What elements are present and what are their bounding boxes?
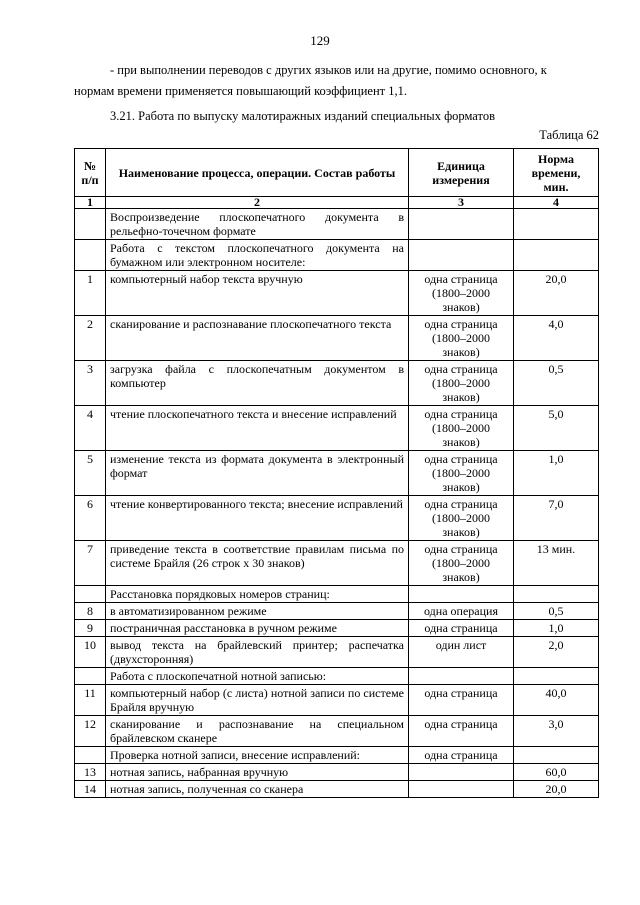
table-row [75, 240, 599, 271]
table-row [75, 406, 599, 451]
row-number: 12 [75, 716, 106, 747]
norms-table [74, 148, 599, 798]
row-number [75, 209, 106, 240]
index-cell: 3 [409, 197, 514, 209]
row-name: нотная запись, набранная вручную [106, 764, 409, 781]
row-unit [409, 240, 514, 271]
table-row [75, 586, 599, 603]
row-value [514, 747, 599, 764]
intro-line-1: - при выполнении переводов с других языков или на другие, помимо основного, к [110, 63, 547, 77]
row-number: 3 [75, 361, 106, 406]
row-name: приведение текста в соответствие правилам письма по системе Брайля (26 строк х 30 знаков) [106, 541, 409, 586]
row-name: загрузка файла с плоскопечатным документом в компьютер [106, 361, 409, 406]
row-value: 5,0 [514, 406, 599, 451]
row-value [514, 240, 599, 271]
row-unit: одна страница (1800–2000 знаков) [409, 316, 514, 361]
row-name: Воспроизведение плоскопечатного документа в рельефно-точечном формате [106, 209, 409, 240]
row-value [514, 586, 599, 603]
row-value: 40,0 [514, 685, 599, 716]
table-row [75, 716, 599, 747]
table-row [75, 209, 599, 240]
row-number: 13 [75, 764, 106, 781]
row-number: 8 [75, 603, 106, 620]
row-value [514, 209, 599, 240]
index-cell: 2 [106, 197, 409, 209]
row-unit: одна страница [409, 685, 514, 716]
row-name: чтение плоскопечатного текста и внесение исправлений [106, 406, 409, 451]
table-row [75, 451, 599, 496]
row-name: сканирование и распознавание плоскопечатного текста [106, 316, 409, 361]
intro-line-2: нормам времени применяется повышающий коэффициент 1,1. [74, 84, 407, 98]
row-value: 20,0 [514, 781, 599, 798]
table-row [75, 747, 599, 764]
table-row [75, 541, 599, 586]
row-value: 2,0 [514, 637, 599, 668]
row-name: компьютерный набор (с листа) нотной записи по системе Брайля вручную [106, 685, 409, 716]
row-unit [409, 781, 514, 798]
row-number: 10 [75, 637, 106, 668]
row-value: 60,0 [514, 764, 599, 781]
row-name: Проверка нотной записи, внесение исправлений: [106, 747, 409, 764]
row-unit [409, 668, 514, 685]
table-row [75, 361, 599, 406]
table-row [75, 685, 599, 716]
row-value: 4,0 [514, 316, 599, 361]
row-value: 0,5 [514, 361, 599, 406]
row-value: 20,0 [514, 271, 599, 316]
row-number [75, 240, 106, 271]
row-unit: одна страница (1800–2000 знаков) [409, 496, 514, 541]
row-unit: одна страница (1800–2000 знаков) [409, 451, 514, 496]
table-header-row [75, 149, 599, 197]
row-unit: одна страница (1800–2000 знаков) [409, 406, 514, 451]
row-unit: одна страница (1800–2000 знаков) [409, 271, 514, 316]
row-name: Работа с плоскопечатной нотной записью: [106, 668, 409, 685]
row-number [75, 668, 106, 685]
row-value: 0,5 [514, 603, 599, 620]
table-row [75, 781, 599, 798]
row-value: 1,0 [514, 451, 599, 496]
row-name: Работа с текстом плоскопечатного документа на бумажном или электронном носителе: [106, 240, 409, 271]
row-name: чтение конвертированного текста; внесение исправлений [106, 496, 409, 541]
row-unit [409, 586, 514, 603]
row-unit: одна страница [409, 716, 514, 747]
table-row [75, 316, 599, 361]
header-number: № п/п [75, 149, 106, 197]
row-name: компьютерный набор текста вручную [106, 271, 409, 316]
table-row [75, 620, 599, 637]
table-row [75, 764, 599, 781]
header-norm: Норма времени, мин. [514, 149, 599, 197]
row-value [514, 668, 599, 685]
row-name: сканирование и распознавание на специальном брайлевском сканере [106, 716, 409, 747]
row-name: вывод текста на брайлевский принтер; распечатка (двухсторонняя) [106, 637, 409, 668]
table-row [75, 668, 599, 685]
table-row [75, 271, 599, 316]
row-name: изменение текста из формата документа в электронный формат [106, 451, 409, 496]
row-number: 1 [75, 271, 106, 316]
row-unit: один лист [409, 637, 514, 668]
intro-paragraph [74, 60, 594, 102]
table-label: Таблица 62 [539, 128, 599, 142]
header-unit: Единица измерения [409, 149, 514, 197]
row-name: постраничная расстановка в ручном режиме [106, 620, 409, 637]
row-value: 7,0 [514, 496, 599, 541]
row-unit: одна страница (1800–2000 знаков) [409, 361, 514, 406]
row-unit: одна страница [409, 747, 514, 764]
row-value: 13 мин. [514, 541, 599, 586]
row-unit: одна страница (1800–2000 знаков) [409, 541, 514, 586]
column-index-row [75, 197, 599, 209]
row-number: 4 [75, 406, 106, 451]
row-number: 2 [75, 316, 106, 361]
index-cell: 4 [514, 197, 599, 209]
row-unit [409, 209, 514, 240]
row-number: 7 [75, 541, 106, 586]
row-name: в автоматизированном режиме [106, 603, 409, 620]
row-value: 3,0 [514, 716, 599, 747]
header-process: Наименование процесса, операции. Состав работы [106, 149, 409, 197]
row-name: Расстановка порядковых номеров страниц: [106, 586, 409, 603]
table-row [75, 496, 599, 541]
table-row [75, 603, 599, 620]
row-number: 11 [75, 685, 106, 716]
row-number: 6 [75, 496, 106, 541]
row-number: 14 [75, 781, 106, 798]
page-number: 129 [310, 33, 330, 48]
row-number: 9 [75, 620, 106, 637]
section-title: 3.21. Работа по выпуску малотиражных изданий специальных форматов [110, 109, 495, 123]
table-row [75, 637, 599, 668]
row-unit [409, 764, 514, 781]
row-value: 1,0 [514, 620, 599, 637]
row-name: нотная запись, полученная со сканера [106, 781, 409, 798]
row-unit: одна страница [409, 620, 514, 637]
row-number [75, 747, 106, 764]
index-cell: 1 [75, 197, 106, 209]
row-number: 5 [75, 451, 106, 496]
row-unit: одна операция [409, 603, 514, 620]
row-number [75, 586, 106, 603]
